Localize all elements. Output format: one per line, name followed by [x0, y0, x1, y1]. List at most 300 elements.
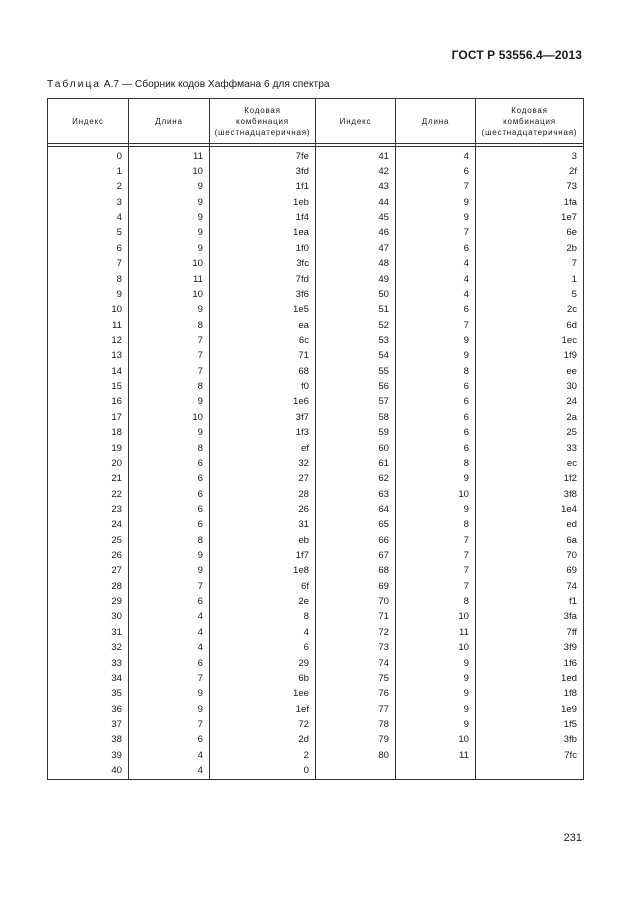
index-cell: 58	[316, 410, 396, 425]
code-cell: 26	[210, 502, 316, 517]
table-row	[48, 303, 584, 318]
length-cell: 10	[129, 257, 210, 272]
length-cell: 7	[129, 717, 210, 732]
index-cell: 42	[316, 164, 396, 179]
length-cell	[396, 763, 476, 779]
index-cell: 59	[316, 425, 396, 440]
index-cell: 18	[48, 425, 129, 440]
length-cell: 9	[396, 702, 476, 717]
length-cell: 9	[129, 241, 210, 256]
length-cell: 6	[396, 395, 476, 410]
code-cell: 1f5	[476, 717, 584, 732]
code-cell: 1f8	[476, 687, 584, 702]
table-caption	[47, 79, 330, 90]
index-cell: 1	[48, 164, 129, 179]
length-cell: 6	[129, 502, 210, 517]
table-row	[48, 287, 584, 302]
code-cell: 1f4	[210, 210, 316, 225]
length-cell: 10	[396, 641, 476, 656]
column-header-index-1	[48, 99, 129, 144]
index-cell: 55	[316, 364, 396, 379]
code-cell: 7fe	[210, 147, 316, 165]
code-cell: 29	[210, 656, 316, 671]
index-cell: 76	[316, 687, 396, 702]
length-cell: 6	[396, 241, 476, 256]
code-cell: 5	[476, 287, 584, 302]
index-cell: 35	[48, 687, 129, 702]
index-cell: 20	[48, 456, 129, 471]
length-cell: 6	[129, 456, 210, 471]
table-row	[48, 748, 584, 763]
length-cell: 9	[396, 717, 476, 732]
length-cell: 4	[129, 641, 210, 656]
table-row	[48, 487, 584, 502]
code-cell: 1e7	[476, 210, 584, 225]
index-cell: 65	[316, 518, 396, 533]
table-row	[48, 502, 584, 517]
index-cell: 0	[48, 147, 129, 165]
length-cell: 6	[129, 594, 210, 609]
code-cell: 33	[476, 441, 584, 456]
code-cell: 1f2	[476, 472, 584, 487]
length-cell: 6	[129, 472, 210, 487]
length-cell: 9	[396, 671, 476, 686]
code-cell: 3fc	[210, 257, 316, 272]
index-cell: 21	[48, 472, 129, 487]
table-row	[48, 763, 584, 779]
table-row	[48, 425, 584, 440]
length-cell: 10	[396, 610, 476, 625]
table-row	[48, 333, 584, 348]
index-cell: 80	[316, 748, 396, 763]
length-cell: 6	[129, 656, 210, 671]
index-cell: 32	[48, 641, 129, 656]
table-row	[48, 241, 584, 256]
code-cell: 0	[210, 763, 316, 779]
index-cell: 29	[48, 594, 129, 609]
code-cell: 1ec	[476, 333, 584, 348]
index-cell: 50	[316, 287, 396, 302]
length-cell: 9	[129, 425, 210, 440]
header-line: Кодовая	[244, 105, 281, 115]
code-cell: 24	[476, 395, 584, 410]
table-row	[48, 472, 584, 487]
table-row	[48, 518, 584, 533]
index-cell: 12	[48, 333, 129, 348]
table-row	[48, 625, 584, 640]
index-cell: 49	[316, 272, 396, 287]
length-cell: 11	[129, 147, 210, 165]
table-row	[48, 671, 584, 686]
code-cell: 7ff	[476, 625, 584, 640]
length-cell: 8	[396, 456, 476, 471]
header-line: Длина	[155, 116, 183, 126]
code-cell: f1	[476, 594, 584, 609]
length-cell: 9	[129, 180, 210, 195]
header-line: (шестнадцатеричная)	[214, 127, 311, 137]
code-cell: 1eb	[210, 195, 316, 210]
index-cell: 75	[316, 671, 396, 686]
header-line: Индекс	[72, 116, 104, 126]
length-cell: 9	[129, 303, 210, 318]
code-cell: 71	[210, 349, 316, 364]
length-cell: 9	[396, 333, 476, 348]
index-cell: 54	[316, 349, 396, 364]
index-cell: 13	[48, 349, 129, 364]
table-row	[48, 272, 584, 287]
column-header-length-1	[129, 99, 210, 144]
index-cell: 22	[48, 487, 129, 502]
index-cell: 9	[48, 287, 129, 302]
code-cell: 1f7	[210, 548, 316, 563]
index-cell: 5	[48, 226, 129, 241]
code-cell: 1e4	[476, 502, 584, 517]
document-code: ГОСТ Р 53556.4—2013	[451, 48, 582, 62]
table-row	[48, 257, 584, 272]
code-cell: 1f0	[210, 241, 316, 256]
code-cell: 6c	[210, 333, 316, 348]
code-cell: 1ee	[210, 687, 316, 702]
index-cell: 51	[316, 303, 396, 318]
index-cell: 67	[316, 548, 396, 563]
index-cell: 46	[316, 226, 396, 241]
code-cell: 72	[210, 717, 316, 732]
caption-text: А.7 — Сборник кодов Хаффмана 6 для спектра	[103, 79, 330, 90]
index-cell: 40	[48, 763, 129, 779]
index-cell: 63	[316, 487, 396, 502]
length-cell: 6	[396, 303, 476, 318]
length-cell: 7	[396, 579, 476, 594]
index-cell: 43	[316, 180, 396, 195]
index-cell: 47	[316, 241, 396, 256]
code-cell: 1ed	[476, 671, 584, 686]
length-cell: 4	[129, 748, 210, 763]
code-cell: 4	[210, 625, 316, 640]
header-line: комбинация	[503, 116, 556, 126]
index-cell: 66	[316, 533, 396, 548]
index-cell: 4	[48, 210, 129, 225]
length-cell: 8	[129, 533, 210, 548]
code-cell: 6d	[476, 318, 584, 333]
code-cell: 7	[476, 257, 584, 272]
length-cell: 4	[396, 147, 476, 165]
table-row	[48, 226, 584, 241]
table-row	[48, 410, 584, 425]
length-cell: 7	[129, 579, 210, 594]
code-cell: ec	[476, 456, 584, 471]
column-header-code-1	[210, 99, 316, 144]
length-cell: 6	[129, 487, 210, 502]
length-cell: 10	[129, 287, 210, 302]
code-cell: 3fd	[210, 164, 316, 179]
index-cell: 11	[48, 318, 129, 333]
length-cell: 7	[396, 318, 476, 333]
index-cell: 19	[48, 441, 129, 456]
code-cell: 8	[210, 610, 316, 625]
table-row	[48, 610, 584, 625]
index-cell: 74	[316, 656, 396, 671]
length-cell: 8	[129, 379, 210, 394]
table-row	[48, 395, 584, 410]
header-line: Индекс	[339, 116, 372, 126]
column-header-index-2	[316, 99, 396, 144]
table-row	[48, 456, 584, 471]
table-row	[48, 164, 584, 179]
page-number: 231	[563, 832, 582, 844]
code-cell: 1e6	[210, 395, 316, 410]
length-cell: 6	[129, 518, 210, 533]
index-cell: 16	[48, 395, 129, 410]
index-cell: 73	[316, 641, 396, 656]
index-cell: 10	[48, 303, 129, 318]
table-row	[48, 656, 584, 671]
index-cell: 34	[48, 671, 129, 686]
table-row	[48, 702, 584, 717]
index-cell: 8	[48, 272, 129, 287]
index-cell: 45	[316, 210, 396, 225]
header-line: Длина	[421, 116, 450, 126]
length-cell: 4	[129, 610, 210, 625]
code-cell: 3f9	[476, 641, 584, 656]
table-row	[48, 733, 584, 748]
table-row	[48, 195, 584, 210]
code-cell: 2f	[476, 164, 584, 179]
index-cell: 36	[48, 702, 129, 717]
length-cell: 11	[396, 625, 476, 640]
table-row	[48, 318, 584, 333]
code-cell: ef	[210, 441, 316, 456]
length-cell: 9	[396, 210, 476, 225]
index-cell: 3	[48, 195, 129, 210]
code-cell: 31	[210, 518, 316, 533]
index-cell: 64	[316, 502, 396, 517]
header-line: Кодовая	[511, 105, 548, 115]
length-cell: 6	[396, 410, 476, 425]
index-cell: 17	[48, 410, 129, 425]
caption-label: Таблица	[47, 79, 101, 90]
length-cell: 9	[129, 195, 210, 210]
code-cell: 3fb	[476, 733, 584, 748]
length-cell: 9	[396, 195, 476, 210]
index-cell: 7	[48, 257, 129, 272]
index-cell: 60	[316, 441, 396, 456]
length-cell: 10	[396, 487, 476, 502]
code-cell: 2	[210, 748, 316, 763]
length-cell: 7	[129, 333, 210, 348]
code-cell: 1f6	[476, 656, 584, 671]
length-cell: 8	[129, 441, 210, 456]
length-cell: 7	[129, 349, 210, 364]
length-cell: 7	[396, 548, 476, 563]
code-cell: eb	[210, 533, 316, 548]
code-cell: 74	[476, 579, 584, 594]
length-cell: 7	[129, 364, 210, 379]
index-cell: 41	[316, 147, 396, 165]
length-cell: 10	[129, 164, 210, 179]
code-cell: 3fa	[476, 610, 584, 625]
length-cell: 6	[396, 379, 476, 394]
code-cell: 25	[476, 425, 584, 440]
index-cell: 79	[316, 733, 396, 748]
code-cell: 27	[210, 472, 316, 487]
code-cell: 30	[476, 379, 584, 394]
table-row	[48, 717, 584, 732]
code-cell: 2e	[210, 594, 316, 609]
huffman-code-table	[47, 98, 584, 780]
index-cell: 72	[316, 625, 396, 640]
code-cell: 1e9	[476, 702, 584, 717]
code-cell: 3	[476, 147, 584, 165]
length-cell: 7	[129, 671, 210, 686]
index-cell: 37	[48, 717, 129, 732]
code-cell	[476, 763, 584, 779]
length-cell: 9	[129, 210, 210, 225]
code-cell: 3f8	[476, 487, 584, 502]
length-cell: 6	[396, 441, 476, 456]
code-cell: ee	[476, 364, 584, 379]
index-cell: 23	[48, 502, 129, 517]
length-cell: 9	[129, 548, 210, 563]
length-cell: 6	[396, 425, 476, 440]
index-cell: 78	[316, 717, 396, 732]
length-cell: 6	[129, 733, 210, 748]
length-cell: 9	[396, 687, 476, 702]
length-cell: 9	[129, 564, 210, 579]
table-row	[48, 210, 584, 225]
index-cell: 25	[48, 533, 129, 548]
table-row	[48, 641, 584, 656]
header-line: (шестнадцатеричная)	[481, 127, 578, 137]
code-cell: 68	[210, 364, 316, 379]
code-cell: ea	[210, 318, 316, 333]
code-cell: 7fc	[476, 748, 584, 763]
index-cell: 33	[48, 656, 129, 671]
table-body	[48, 147, 584, 780]
code-cell: 1f9	[476, 349, 584, 364]
table-row	[48, 147, 584, 165]
table-row	[48, 564, 584, 579]
index-cell: 56	[316, 379, 396, 394]
code-cell: f0	[210, 379, 316, 394]
table-row	[48, 548, 584, 563]
table-row	[48, 180, 584, 195]
index-cell: 39	[48, 748, 129, 763]
code-cell: 7fd	[210, 272, 316, 287]
length-cell: 9	[129, 395, 210, 410]
index-cell: 57	[316, 395, 396, 410]
code-cell: 70	[476, 548, 584, 563]
index-cell: 27	[48, 564, 129, 579]
length-cell: 7	[396, 564, 476, 579]
index-cell: 6	[48, 241, 129, 256]
code-cell: 2b	[476, 241, 584, 256]
index-cell: 61	[316, 456, 396, 471]
length-cell: 7	[396, 180, 476, 195]
index-cell: 44	[316, 195, 396, 210]
index-cell: 52	[316, 318, 396, 333]
length-cell: 9	[396, 502, 476, 517]
column-header-code-2	[476, 99, 584, 144]
code-cell: 1f3	[210, 425, 316, 440]
table-row	[48, 379, 584, 394]
index-cell: 31	[48, 625, 129, 640]
length-cell: 10	[129, 410, 210, 425]
index-cell: 70	[316, 594, 396, 609]
index-cell: 48	[316, 257, 396, 272]
code-cell: 1ea	[210, 226, 316, 241]
length-cell: 4	[396, 257, 476, 272]
index-cell: 28	[48, 579, 129, 594]
index-cell: 24	[48, 518, 129, 533]
length-cell: 8	[396, 518, 476, 533]
code-cell: 1fa	[476, 195, 584, 210]
length-cell: 11	[396, 748, 476, 763]
index-cell: 2	[48, 180, 129, 195]
length-cell: 8	[129, 318, 210, 333]
index-cell: 15	[48, 379, 129, 394]
code-cell: 1ef	[210, 702, 316, 717]
code-cell: 6b	[210, 671, 316, 686]
code-cell: 6	[210, 641, 316, 656]
index-cell: 77	[316, 702, 396, 717]
code-cell: 28	[210, 487, 316, 502]
code-cell: 3f7	[210, 410, 316, 425]
header-line: комбинация	[236, 116, 289, 126]
length-cell: 4	[129, 763, 210, 779]
length-cell: 4	[129, 625, 210, 640]
table-header-row	[48, 99, 584, 144]
code-cell: ed	[476, 518, 584, 533]
length-cell: 9	[129, 687, 210, 702]
code-cell: 1e5	[210, 303, 316, 318]
code-cell: 1e8	[210, 564, 316, 579]
length-cell: 11	[129, 272, 210, 287]
length-cell: 8	[396, 594, 476, 609]
length-cell: 9	[129, 702, 210, 717]
length-cell: 4	[396, 287, 476, 302]
code-cell: 69	[476, 564, 584, 579]
index-cell: 71	[316, 610, 396, 625]
table-row	[48, 441, 584, 456]
length-cell: 9	[396, 656, 476, 671]
code-cell: 2d	[210, 733, 316, 748]
index-cell: 14	[48, 364, 129, 379]
code-cell: 73	[476, 180, 584, 195]
index-cell: 69	[316, 579, 396, 594]
code-cell: 3f6	[210, 287, 316, 302]
index-cell: 62	[316, 472, 396, 487]
code-cell: 6a	[476, 533, 584, 548]
column-header-length-2	[396, 99, 476, 144]
code-cell: 2a	[476, 410, 584, 425]
table-row	[48, 594, 584, 609]
code-cell: 6f	[210, 579, 316, 594]
table-row	[48, 364, 584, 379]
length-cell: 9	[129, 226, 210, 241]
length-cell: 4	[396, 272, 476, 287]
code-cell: 1	[476, 272, 584, 287]
length-cell: 10	[396, 733, 476, 748]
table-row	[48, 533, 584, 548]
length-cell: 8	[396, 364, 476, 379]
index-cell: 38	[48, 733, 129, 748]
index-cell	[316, 763, 396, 779]
index-cell: 53	[316, 333, 396, 348]
code-cell: 6e	[476, 226, 584, 241]
length-cell: 7	[396, 533, 476, 548]
code-cell: 32	[210, 456, 316, 471]
index-cell: 26	[48, 548, 129, 563]
